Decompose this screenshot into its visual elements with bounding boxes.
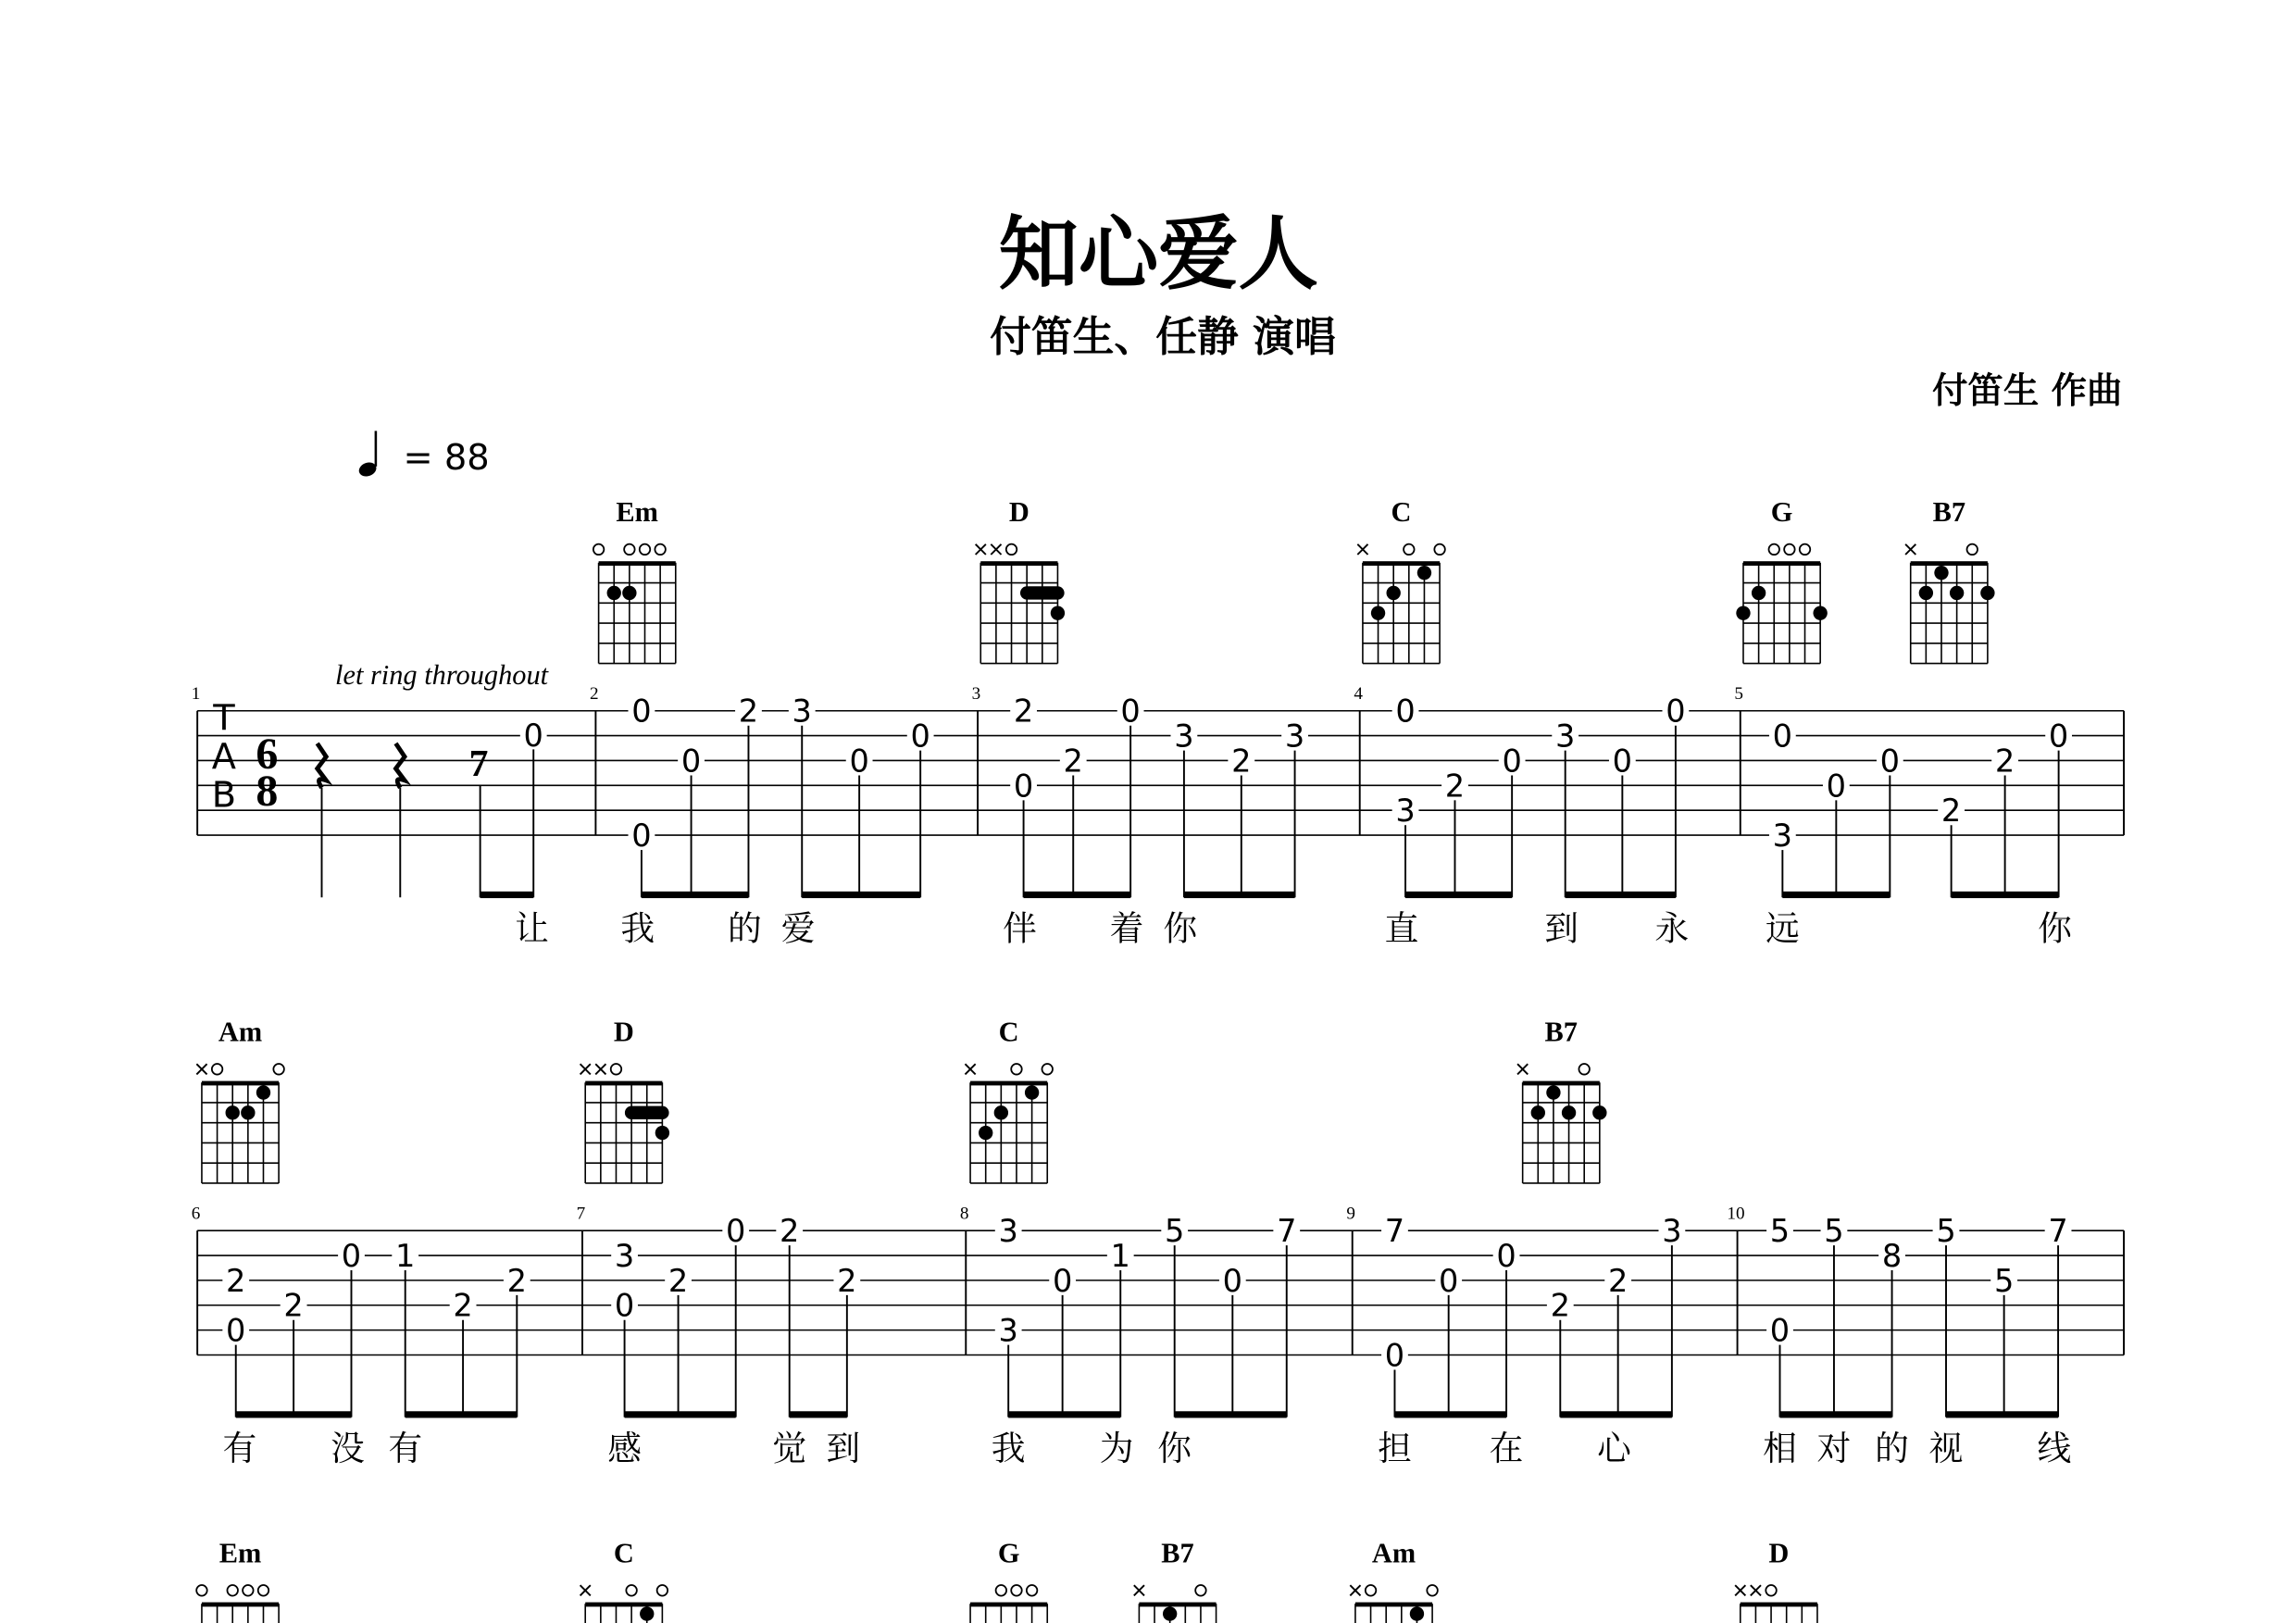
open-string-marker bbox=[1434, 544, 1445, 556]
fret-number: 0 bbox=[1496, 1238, 1516, 1275]
lyric-syllable: 觉 bbox=[772, 1429, 807, 1469]
beam bbox=[1405, 892, 1512, 898]
finger-dot bbox=[1371, 606, 1385, 619]
chord-name: B7 bbox=[1544, 1016, 1578, 1048]
open-string-marker bbox=[1784, 544, 1795, 556]
chord-name: B7 bbox=[1932, 496, 1966, 529]
fret-number: 2 bbox=[1444, 768, 1466, 805]
finger-dot bbox=[226, 1105, 240, 1119]
chord-nut bbox=[1741, 1603, 1817, 1607]
measure-number: 7 bbox=[576, 1204, 586, 1224]
fret-number: 0 bbox=[631, 818, 652, 855]
open-string-marker bbox=[1427, 1585, 1438, 1596]
open-string-marker bbox=[996, 1585, 1007, 1596]
measure-number: 5 bbox=[1734, 683, 1743, 704]
lyric-syllable: 在 bbox=[1489, 1429, 1524, 1469]
quarter-rest-icon bbox=[395, 743, 405, 788]
finger-dot bbox=[1163, 1606, 1177, 1620]
song-title: 知心爱人 bbox=[998, 207, 1318, 301]
fret-number: 0 bbox=[1013, 768, 1034, 805]
finger-dot bbox=[256, 1085, 270, 1099]
open-string-marker bbox=[1768, 544, 1779, 556]
fret-number: 0 bbox=[614, 1287, 635, 1324]
open-string-marker bbox=[1800, 544, 1811, 556]
chord-diagram-c bbox=[580, 1537, 668, 1623]
measure-number: 2 bbox=[590, 683, 599, 704]
chord-name: D bbox=[613, 1016, 634, 1048]
fret-number: 0 bbox=[1666, 693, 1686, 730]
chord-name: C bbox=[1391, 496, 1412, 529]
fret-number: 2 bbox=[780, 1213, 800, 1250]
measure-number: 10 bbox=[1727, 1204, 1745, 1224]
lyric-syllable: 直 bbox=[1384, 908, 1419, 949]
finger-dot bbox=[1531, 1105, 1545, 1119]
finger-dot bbox=[994, 1105, 1008, 1119]
fret-number: 0 bbox=[1439, 1262, 1459, 1299]
open-string-marker bbox=[258, 1585, 269, 1596]
lyric-syllable: 我 bbox=[991, 1429, 1026, 1469]
quarter-rest-icon bbox=[318, 743, 327, 788]
fret-number: 2 bbox=[1994, 743, 2015, 780]
fret-number: 3 bbox=[1662, 1213, 1682, 1250]
fret-number: 2 bbox=[837, 1262, 857, 1299]
fret-number: 0 bbox=[910, 718, 930, 755]
chord-nut bbox=[980, 561, 1057, 566]
finger-dot bbox=[1051, 606, 1065, 619]
fret-number: 2 bbox=[226, 1262, 246, 1299]
fret-number: 0 bbox=[1222, 1262, 1243, 1299]
chord-diagram-b7 bbox=[1905, 496, 1994, 664]
open-string-marker bbox=[1404, 544, 1415, 556]
chord-diagram-c bbox=[965, 1016, 1053, 1183]
open-string-marker bbox=[1042, 1064, 1053, 1075]
lyric-syllable: 视 bbox=[1928, 1429, 1964, 1469]
lyric-syllable: 线 bbox=[2037, 1429, 2072, 1469]
fret-number: 0 bbox=[1502, 743, 1522, 780]
lyric-syllable: 有 bbox=[222, 1429, 257, 1469]
fret-number: 0 bbox=[1826, 768, 1847, 805]
open-string-marker bbox=[1195, 1585, 1206, 1596]
fret-number: 0 bbox=[1879, 743, 1901, 780]
tempo-marking bbox=[357, 431, 490, 479]
chord-name: C bbox=[613, 1537, 634, 1569]
chord-diagram-b7 bbox=[1517, 1016, 1606, 1183]
fret-number: 0 bbox=[631, 693, 652, 730]
fret-number: 3 bbox=[614, 1238, 635, 1275]
fret-number: 0 bbox=[1384, 1337, 1405, 1374]
beam bbox=[236, 1411, 352, 1417]
fret-number: 0 bbox=[226, 1312, 246, 1349]
finger-dot bbox=[1387, 586, 1401, 600]
finger-dot bbox=[1546, 1085, 1560, 1099]
chord-nut bbox=[1363, 561, 1440, 566]
fret-number: 8 bbox=[1881, 1238, 1903, 1275]
finger-dot bbox=[607, 586, 621, 600]
lyric-syllable: 爱 bbox=[780, 908, 816, 949]
fret-number: 3 bbox=[1174, 718, 1194, 755]
finger-dot bbox=[1736, 606, 1750, 619]
lyric-syllable: 对 bbox=[1816, 1429, 1852, 1469]
beam bbox=[802, 892, 920, 898]
lyric-syllable: 到 bbox=[1544, 908, 1578, 949]
chord-row-1 bbox=[593, 496, 1995, 664]
chord-name: G bbox=[997, 1537, 1020, 1569]
eighth-rest-icon: 7 bbox=[468, 742, 489, 785]
lyric-syllable: 永 bbox=[1654, 908, 1690, 949]
open-string-marker bbox=[593, 544, 605, 556]
lyric-syllable: 我 bbox=[620, 908, 655, 949]
beam bbox=[1008, 1411, 1120, 1417]
open-string-marker bbox=[655, 544, 666, 556]
lyric-syllable: 感 bbox=[607, 1429, 642, 1469]
fret-number: 2 bbox=[738, 693, 759, 730]
fret-number: 0 bbox=[1769, 1312, 1791, 1349]
beam bbox=[1782, 892, 1890, 898]
fret-number: 2 bbox=[1550, 1287, 1570, 1324]
performers: 付笛生、任静 演唱 bbox=[990, 312, 1336, 362]
fret-number: 7 bbox=[1384, 1213, 1405, 1250]
fret-number: 3 bbox=[792, 693, 812, 730]
open-string-marker bbox=[1006, 544, 1017, 556]
open-string-marker bbox=[1027, 1585, 1038, 1596]
finger-dot bbox=[1562, 1105, 1576, 1119]
fret-number: 3 bbox=[1284, 718, 1305, 755]
open-string-marker bbox=[1366, 1585, 1377, 1596]
beam bbox=[1566, 892, 1676, 898]
fret-number: 2 bbox=[1940, 793, 1962, 830]
barre-bar bbox=[625, 1106, 669, 1119]
lyric-syllable: 着 bbox=[1109, 908, 1144, 949]
finger-dot bbox=[1813, 606, 1827, 619]
fret-number: 0 bbox=[341, 1238, 362, 1275]
chord-nut bbox=[1139, 1603, 1216, 1607]
chord-nut bbox=[1911, 561, 1988, 566]
fret-number: 2 bbox=[506, 1262, 528, 1299]
beam bbox=[1780, 1411, 1892, 1417]
beam bbox=[480, 892, 534, 898]
chord-row-2 bbox=[196, 1016, 1606, 1183]
finger-dot bbox=[1592, 1105, 1606, 1119]
lyric-syllable: 的 bbox=[727, 908, 762, 949]
lyric-syllable: 没 bbox=[330, 1429, 365, 1469]
lyric-syllable: 心 bbox=[1597, 1429, 1631, 1469]
fret-number: 2 bbox=[668, 1262, 689, 1299]
finger-dot bbox=[1950, 586, 1964, 600]
fret-number: 0 bbox=[1772, 718, 1793, 755]
measure-number: 4 bbox=[1354, 683, 1363, 704]
open-string-marker bbox=[1011, 1585, 1022, 1596]
fret-number: 3 bbox=[998, 1213, 1018, 1250]
chord-name: D bbox=[1008, 496, 1029, 529]
open-string-marker bbox=[273, 1064, 284, 1075]
finger-dot bbox=[979, 1126, 992, 1140]
finger-dot bbox=[1752, 586, 1766, 600]
beam bbox=[625, 1411, 736, 1417]
chord-nut bbox=[599, 561, 676, 566]
finger-dot bbox=[1410, 1606, 1424, 1620]
lyric-syllable: 有 bbox=[388, 1429, 423, 1469]
chord-nut bbox=[970, 1603, 1047, 1607]
fret-number: 2 bbox=[1607, 1262, 1628, 1299]
lyric-syllable: 伴 bbox=[1003, 908, 1037, 949]
chord-row-3 bbox=[196, 1537, 1824, 1623]
finger-dot bbox=[622, 586, 636, 600]
open-string-marker bbox=[243, 1585, 254, 1596]
beam bbox=[790, 1411, 847, 1417]
fret-number: 5 bbox=[1936, 1213, 1956, 1250]
barre-bar bbox=[1020, 586, 1065, 599]
open-string-marker bbox=[1578, 1064, 1590, 1075]
chord-diagram-c bbox=[1357, 496, 1445, 664]
fret-number: 3 bbox=[998, 1312, 1018, 1349]
composer: 付笛生 作曲 bbox=[1932, 370, 2123, 413]
open-string-marker bbox=[227, 1585, 238, 1596]
chord-name: Am bbox=[218, 1016, 263, 1048]
fret-number: 2 bbox=[283, 1287, 304, 1324]
open-string-marker bbox=[196, 1585, 207, 1596]
open-string-marker bbox=[1011, 1064, 1022, 1075]
fret-number: 5 bbox=[1769, 1213, 1791, 1250]
lyric-syllable: 让 bbox=[515, 908, 549, 949]
let-ring-instruction: let ring throughout bbox=[335, 658, 549, 691]
tab-system-2 bbox=[192, 1204, 2124, 1468]
chord-diagram-em bbox=[196, 1537, 279, 1623]
chord-nut bbox=[202, 1081, 279, 1086]
beam bbox=[1946, 1411, 2058, 1417]
open-string-marker bbox=[657, 1585, 668, 1596]
beam bbox=[1175, 1411, 1287, 1417]
beam bbox=[1184, 892, 1295, 898]
fret-number: 0 bbox=[680, 743, 702, 780]
beam bbox=[1952, 892, 2059, 898]
lyric-syllable: 担 bbox=[1378, 1429, 1412, 1469]
chord-diagram-b7 bbox=[1134, 1537, 1223, 1623]
lyric-syllable: 你 bbox=[1157, 1429, 1192, 1469]
chord-diagram-am bbox=[1350, 1537, 1438, 1623]
chord-nut bbox=[1355, 1603, 1432, 1607]
tab-clef-letter: B bbox=[211, 774, 237, 817]
measure-number: 6 bbox=[191, 1204, 201, 1224]
time-signature-bottom: 8 bbox=[256, 767, 279, 817]
beam bbox=[642, 892, 749, 898]
fret-number: 2 bbox=[1013, 693, 1034, 730]
fret-number: 0 bbox=[1120, 693, 1141, 730]
open-string-marker bbox=[1966, 544, 1978, 556]
finger-dot bbox=[640, 1606, 654, 1620]
measure-number: 9 bbox=[1346, 1204, 1355, 1224]
chord-nut bbox=[1743, 561, 1820, 566]
chord-name: C bbox=[998, 1016, 1019, 1048]
finger-dot bbox=[655, 1126, 669, 1140]
fret-number: 3 bbox=[1395, 793, 1416, 830]
chord-name: D bbox=[1768, 1537, 1790, 1569]
fret-number: 5 bbox=[1824, 1213, 1844, 1250]
finger-dot bbox=[241, 1105, 255, 1119]
measure-number: 8 bbox=[959, 1204, 969, 1224]
open-string-marker bbox=[640, 544, 651, 556]
fret-number: 7 bbox=[1277, 1213, 1297, 1250]
fret-number: 3 bbox=[1555, 718, 1576, 755]
lyric-syllable: 为 bbox=[1099, 1429, 1134, 1469]
chord-name: Em bbox=[218, 1537, 262, 1569]
fret-number: 2 bbox=[1063, 743, 1083, 780]
chord-nut bbox=[585, 1081, 662, 1086]
chord-diagram-am bbox=[196, 1016, 284, 1183]
finger-dot bbox=[1417, 566, 1431, 580]
finger-dot bbox=[1025, 1085, 1039, 1099]
open-string-marker bbox=[624, 544, 635, 556]
fret-number: 2 bbox=[453, 1287, 473, 1324]
fret-number: 0 bbox=[849, 743, 869, 780]
chord-diagram-g bbox=[1736, 496, 1828, 664]
open-string-marker bbox=[1766, 1585, 1777, 1596]
fret-number: 0 bbox=[523, 718, 543, 755]
lyric-syllable: 你 bbox=[2038, 908, 2072, 949]
chord-nut bbox=[202, 1603, 279, 1607]
chord-nut bbox=[585, 1603, 662, 1607]
measure-number: 1 bbox=[191, 683, 201, 704]
chord-diagram-em bbox=[593, 496, 676, 664]
measure-number: 3 bbox=[971, 683, 981, 704]
fret-number: 0 bbox=[1052, 1262, 1073, 1299]
fret-number: 5 bbox=[1165, 1213, 1185, 1250]
chord-diagram-d bbox=[1735, 1537, 1824, 1623]
beam bbox=[1024, 892, 1131, 898]
beam bbox=[1560, 1411, 1672, 1417]
lyric-syllable: 你 bbox=[1163, 908, 1198, 949]
chord-nut bbox=[1523, 1081, 1600, 1086]
fret-number: 1 bbox=[395, 1238, 416, 1275]
chord-diagram-d bbox=[580, 1016, 669, 1183]
chord-name: Am bbox=[1371, 1537, 1416, 1569]
fret-number: 2 bbox=[1231, 743, 1252, 780]
open-string-marker bbox=[212, 1064, 223, 1075]
chord-diagram-g bbox=[963, 1537, 1054, 1623]
chord-nut bbox=[970, 1081, 1047, 1086]
tab-clef-letter: A bbox=[211, 736, 237, 779]
fret-number: 1 bbox=[1110, 1238, 1130, 1275]
open-string-marker bbox=[611, 1064, 622, 1075]
beam bbox=[406, 1411, 518, 1417]
fret-number: 0 bbox=[726, 1213, 746, 1250]
finger-dot bbox=[1934, 566, 1948, 580]
chord-name: Em bbox=[616, 496, 658, 529]
lyric-syllable: 到 bbox=[826, 1429, 861, 1469]
chord-diagram-d bbox=[976, 496, 1065, 664]
fret-number: 0 bbox=[1395, 693, 1416, 730]
time-signature-top: 6 bbox=[256, 730, 279, 780]
lyric-syllable: 的 bbox=[1875, 1429, 1909, 1469]
lyric-syllable: 远 bbox=[1765, 908, 1800, 949]
tab-clef-letter: T bbox=[213, 697, 235, 740]
open-string-marker bbox=[626, 1585, 637, 1596]
tempo-value: = 88 bbox=[403, 437, 490, 480]
chord-name: B7 bbox=[1161, 1537, 1194, 1569]
chord-name: G bbox=[1770, 496, 1793, 529]
fret-number: 3 bbox=[1772, 818, 1793, 855]
fret-number: 7 bbox=[2048, 1213, 2068, 1250]
finger-dot bbox=[1919, 586, 1933, 600]
fret-number: 0 bbox=[2048, 718, 2069, 755]
beam bbox=[1394, 1411, 1506, 1417]
lyric-syllable: 相 bbox=[1763, 1429, 1797, 1469]
finger-dot bbox=[1980, 586, 1994, 600]
fret-number: 5 bbox=[1993, 1262, 2015, 1299]
fret-number: 0 bbox=[1612, 743, 1633, 780]
tab-system-1 bbox=[192, 684, 2124, 949]
